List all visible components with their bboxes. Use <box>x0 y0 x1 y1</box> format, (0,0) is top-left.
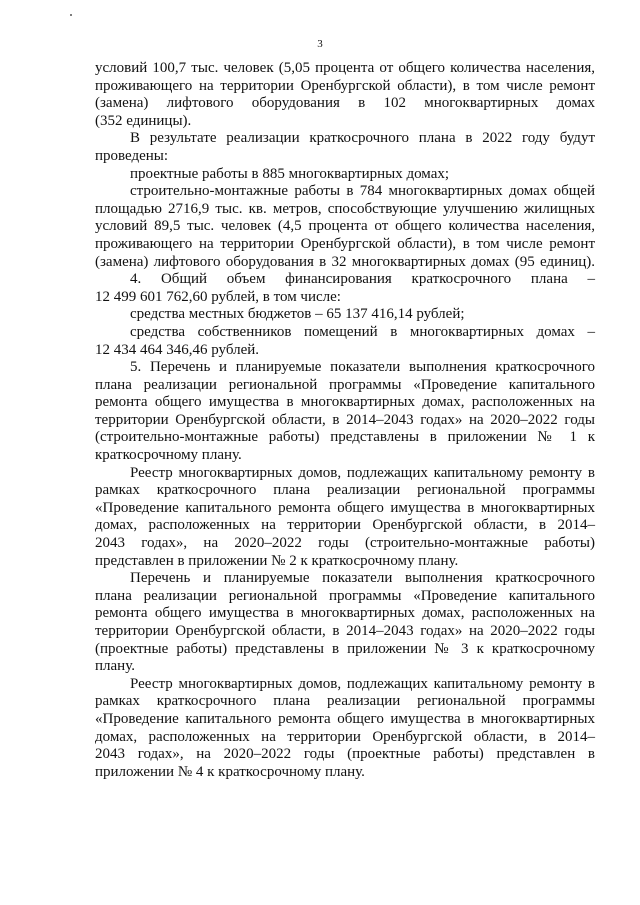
text-line: строительно-монтажные работы в 784 многоквартирных домах общей <box>130 183 595 200</box>
text-line: приложении № 4 к краткосрочному плану. <box>95 763 365 780</box>
text-line: «Проведение капитального ремонта общего имущества в многоквартирных <box>95 710 595 727</box>
text-line: плана реализации региональной программы «Проведение капитального <box>95 376 595 393</box>
page-number: 3 <box>317 38 323 50</box>
text-line: (строительно-монтажные работы) представлены в приложении № 1 к <box>95 429 595 446</box>
text-line: (проектные работы) представлены в приложении № 3 к краткосрочному <box>95 640 595 657</box>
text-line: плану. <box>95 658 135 675</box>
text-line: Реестр многоквартирных домов, подлежащих капитальному ремонту в <box>130 464 595 481</box>
text-line: средства собственников помещений в многоквартирных домах – <box>130 323 595 340</box>
text-line: 12 434 464 346,46 рублей. <box>95 341 260 358</box>
text-line: проведены: <box>95 147 169 164</box>
text-line: Реестр многоквартирных домов, подлежащих капитальному ремонту в <box>130 675 595 692</box>
text-line: 4. Общий объем финансирования краткосрочного плана – <box>130 271 595 288</box>
text-line: 2043 годах», на 2020–2022 годы (строительно-монтажные работы) <box>95 535 595 552</box>
text-line: ремонта общего имущества в многоквартирных домах, расположенных на <box>95 605 595 622</box>
text-line: условий 100,7 тыс. человек (5,05 процента от общего количества населения, <box>95 60 595 76</box>
text-line: рамках краткосрочного плана реализации региональной программы <box>95 693 595 710</box>
text-line: площадью 2716,9 тыс. кв. метров, способствующие улучшению жилищных <box>95 200 595 217</box>
text-line: ремонта общего имущества в многоквартирных домах, расположенных на <box>95 394 595 411</box>
text-line: средства местных бюджетов – 65 137 416,14 рублей; <box>130 306 465 323</box>
text-line: 5. Перечень и планируемые показатели выполнения краткосрочного <box>130 359 595 376</box>
text-line: 2043 годах», на 2020–2022 годы (проектные работы) представлен в <box>95 746 595 763</box>
text-line: краткосрочному плану. <box>95 447 242 464</box>
text-line: плана реализации региональной программы «Проведение капитального <box>95 587 595 604</box>
text-line: проектные работы в 885 многоквартирных домах; <box>130 165 450 182</box>
text-line: представлен в приложении № 2 к краткосрочному плану. <box>95 552 459 569</box>
text-line: (замена) лифтового оборудования в 32 многоквартирных домах (95 единиц). <box>95 253 595 270</box>
text-line: «Проведение капитального ремонта общего имущества в многоквартирных <box>95 499 595 516</box>
text-line: Перечень и планируемые показатели выполнения краткосрочного <box>130 570 595 587</box>
text-line: условий 89,5 тыс. человек (4,5 процента от общего количества населения, <box>95 218 595 235</box>
text-line: территории Оренбургской области, в 2014–2043 годах» на 2020–2022 годы <box>95 411 595 428</box>
document-body <box>95 60 595 781</box>
text-line: проживающего на территории Оренбургской области), в том числе ремонт <box>95 235 595 252</box>
text-line: (замена) лифтового оборудования в 102 многоквартирных домах <box>95 95 595 112</box>
text-line: рамках краткосрочного плана реализации региональной программы <box>95 482 595 499</box>
text-line: 12 499 601 762,60 рублей, в том числе: <box>95 288 341 305</box>
text-line: домах, расположенных на территории Оренбургской области, в 2014– <box>95 517 595 534</box>
scan-speck <box>70 14 72 16</box>
text-line: территории Оренбургской области, в 2014–2043 годах» на 2020–2022 годы <box>95 623 595 639</box>
text-line: (352 единицы). <box>95 112 192 129</box>
text-line: В результате реализации краткосрочного плана в 2022 году будут <box>130 130 595 147</box>
text-line: домах, расположенных на территории Оренбургской области, в 2014– <box>95 728 595 745</box>
text-line: проживающего на территории Оренбургской области), в том числе ремонт <box>95 77 595 94</box>
